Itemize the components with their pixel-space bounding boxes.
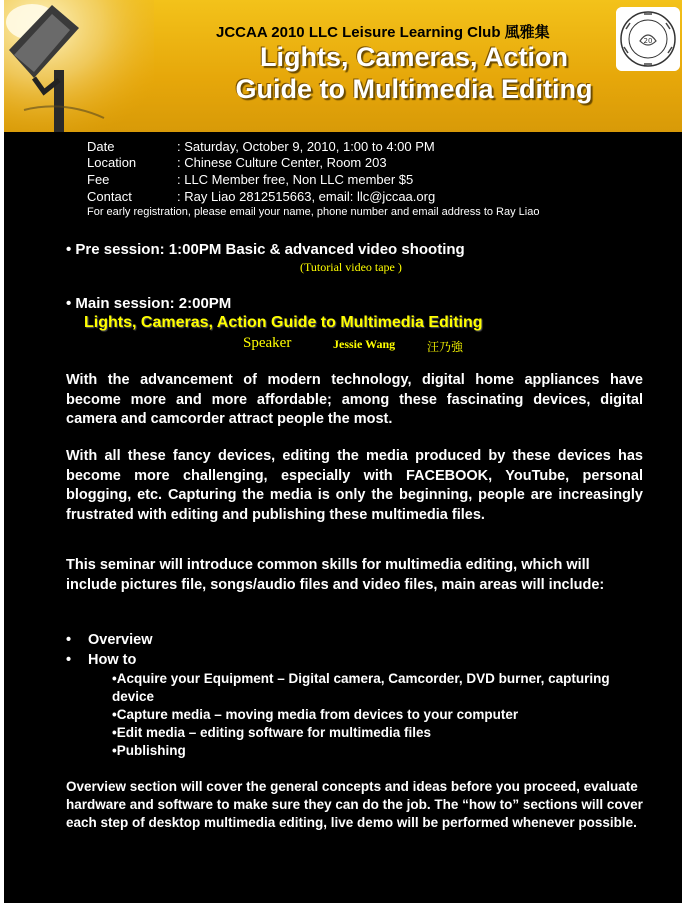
main-session-title: Lights, Cameras, Action Guide to Multimedia Editing [84,314,483,331]
info-value: : Ray Liao 2812515663, email: llc@jccaa.org [177,189,436,204]
how-to-item-capture: •Capture media – moving media from devices to your computer [112,707,519,722]
info-label: Location [87,155,137,170]
club-seal-logo [616,7,680,71]
title-line-1: Lights, Cameras, Action [259,42,569,72]
topic-bullet: • [66,652,72,668]
how-to-item-equipment: •Acquire your Equipment – Digital camera, Camcorder, DVD burner, capturing device [112,671,610,704]
pre-session-heading: • Pre session: 1:00PM Basic & advanced video shooting [66,241,465,258]
speaker-name: Jessie Wang [333,337,396,351]
pre-session-note: (Tutorial video tape ) [300,260,402,274]
intro-paragraph: With the advancement of modern technology, digital home appliances have become more and more affordable; among these fascinating devices, digital camera and camcorder attract people the most. [66,372,643,427]
challenge-paragraph: With all these fancy devices, editing the media produced by these devices has become more challenging, especially with FACEBOOK, YouTube, personal blogging, etc. Capturing the media is only the beginning, people are increasingly frustrated with editing and publishing these multimedia files. [66,448,643,523]
seminar-paragraph: This seminar will introduce common skills for multimedia editing, which will include pictures file, songs/audio files and video files, main areas will include: [66,557,605,593]
info-label: Fee [87,172,110,187]
club-line: JCCAA 2010 LLC Leisure Learning Club 風雅集 [216,24,550,41]
how-to-item-publishing: •Publishing [112,743,186,758]
speaker-label: Speaker [243,335,292,351]
info-label: Contact [87,189,132,204]
header-banner [4,0,682,132]
info-row-contact [87,189,435,204]
info-row-fee [87,172,413,187]
info-value: : Chinese Culture Center, Room 203 [177,155,387,170]
info-label: Date [87,139,115,154]
info-row-location [87,155,387,170]
main-session-heading: • Main session: 2:00PM [66,295,232,312]
info-value: : Saturday, October 9, 2010, 1:00 to 4:00 PM [177,139,435,154]
registration-note: For early registration, please email your name, phone number and email address to Ray Liao [87,206,540,218]
info-row-date [87,139,435,154]
info-value: : LLC Member free, Non LLC member $5 [177,172,414,187]
topic-overview: Overview [88,632,153,648]
how-to-item-edit: •Edit media – editing software for multimedia files [112,725,432,740]
stage-light-icon [4,0,154,132]
speaker-chinese-name: 汪乃強 [427,340,464,354]
svg-text:20: 20 [643,37,653,45]
closing-paragraph: Overview section will cover the general concepts and ideas before you proceed, evaluate hardware and software to make sure they can do the job. The “how to” sections will cover each step of desktop multimedia editing, live demo will be performed whenever possible. [66,779,643,830]
topic-how-to: How to [88,652,137,668]
topic-bullet: • [66,632,72,648]
title-line-2: Guide to Multimedia Editing [235,74,593,104]
